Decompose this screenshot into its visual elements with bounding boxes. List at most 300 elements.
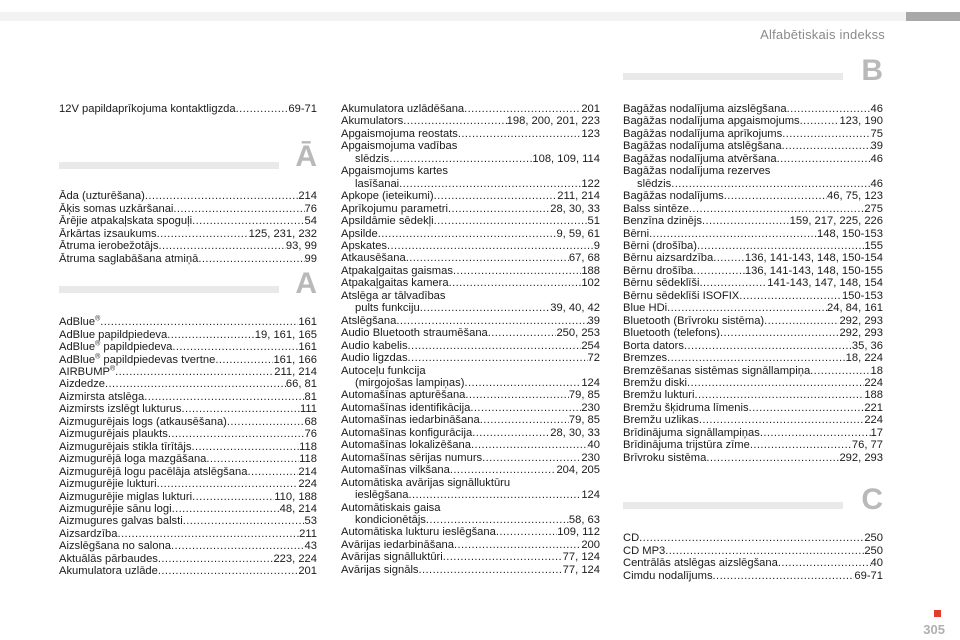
index-entry [59, 366, 317, 378]
index-entry [59, 478, 317, 490]
index-entry [341, 564, 600, 576]
index-entry [59, 528, 317, 540]
entry-term: Bērni (drošība) [623, 239, 697, 252]
entry-term: CD [623, 532, 640, 545]
entry-pages: 81 [304, 390, 317, 403]
section-header-a-macron [59, 115, 317, 190]
entry-pages: 122 [581, 177, 600, 190]
index-entry [59, 428, 317, 440]
index-entry [341, 340, 600, 352]
index-entry [341, 115, 600, 127]
index-entry [341, 414, 600, 426]
entry-term: Bērnu sēdeklīši [623, 277, 700, 290]
index-entry [59, 503, 317, 515]
entry-term: Aizmirsts izslēgt lukturus [59, 403, 182, 416]
entry-term: Aizmugurējais plaukts [59, 428, 168, 441]
index-entry [623, 252, 883, 264]
entry-pages: 28, 30, 33 [550, 202, 600, 215]
entry-term: Āda (uzturēšana) [59, 190, 145, 203]
entry-pages: 136, 141-143, 148, 150-155 [744, 264, 883, 277]
index-entry [623, 153, 883, 165]
entry-pages: 18, 224 [845, 352, 883, 365]
entry-pages: 155 [864, 239, 883, 252]
entry-pages: 46 [870, 103, 883, 115]
entry-term: Aizmugurējā loga mazgāšana [59, 453, 207, 466]
entry-pages: 108, 109, 114 [532, 152, 600, 165]
entry-pages: 254 [581, 339, 600, 352]
entry-pages: 110, 188 [274, 490, 317, 503]
entry-pages: 43 [304, 540, 317, 553]
entry-term: 12V papildaprīkojuma kontaktligzda [59, 103, 236, 115]
entry-term: Automašīnas lokalizēšana [341, 439, 471, 452]
entry-pages: 223, 224 [273, 552, 317, 565]
entry-pages: 66, 81 [285, 378, 317, 391]
a-entries [59, 316, 317, 578]
entry-pages: 102 [581, 277, 600, 290]
entry-pages: 76, 77 [851, 439, 883, 452]
entry-term: Aprīkojumu parametri [341, 202, 448, 215]
entry-pages: 125, 231, 232 [248, 227, 317, 240]
entry-pages: 124 [581, 489, 600, 502]
index-entry [341, 277, 600, 289]
index-entry [623, 103, 883, 115]
entry-term: Aizsardzība [59, 527, 118, 540]
entry-pages: 188 [581, 264, 600, 277]
entry-pages: 79, 85 [568, 414, 600, 427]
entry-term: Aizmugurējie sānu logi [59, 502, 172, 515]
entry-term: Aizmugurējais stikla tīrītājs [59, 440, 192, 453]
entry-term: Atpakaļgaitas gaismas [341, 264, 453, 277]
entry-pages: 123, 190 [839, 115, 883, 128]
entry-pages: 118 [299, 440, 317, 453]
entry-pages: 75 [870, 127, 883, 140]
entry-pages: 40 [870, 557, 883, 570]
index-entry [59, 190, 317, 202]
entry-term: Aizmirsta atslēga [59, 390, 145, 403]
index-entry [623, 389, 883, 401]
entry-term: Apgaismojuma reostats [341, 127, 458, 140]
entry-term: Aizslēgšana no salona [59, 540, 171, 553]
index-entry [59, 391, 317, 403]
section-letter: A [295, 267, 317, 301]
entry-pages: 46, 75, 123 [827, 190, 883, 203]
entry-term: Centrālās atslēgas aizslēgšana [623, 557, 778, 570]
entry-pages: 211, 214 [274, 365, 317, 378]
index-entry [623, 439, 883, 451]
index-entry [59, 316, 317, 328]
entry-term: Bagāžas nodalījums [623, 190, 724, 203]
entry-pages: 161 [298, 341, 317, 354]
entry-term: Aizmugures galvas balsti [59, 515, 183, 528]
index-entry [623, 265, 883, 277]
entry-pages: 79, 85 [568, 389, 600, 402]
index-entry [623, 228, 883, 240]
entry-term: Bluetooth (Brīvroku sistēma) [623, 314, 765, 327]
header-rule-accent [906, 12, 960, 21]
index-entry-continuation [341, 302, 600, 314]
index-entry [341, 389, 600, 401]
entry-pages: 230 [581, 401, 600, 414]
registered-mark: ® [95, 315, 101, 323]
index-entry [623, 115, 883, 127]
entry-term: Bagāžas nodalījuma aizslēgšana [623, 103, 787, 115]
entry-term: Bērnu drošība [623, 264, 694, 277]
index-entry-continuation [341, 514, 600, 526]
index-entry [341, 402, 600, 414]
entry-pages: 35, 36 [851, 339, 883, 352]
entry-pages: 9, 59, 61 [556, 227, 600, 240]
entry-term: Avārijas signālluktūri [341, 551, 443, 564]
index-entry [59, 378, 317, 390]
index-entry [59, 341, 317, 353]
entry-term: Automātiska lukturu ieslēgšana [341, 526, 496, 539]
entry-term: AdBlue [59, 341, 96, 354]
entry-term: Bērnu sēdeklīši ISOFIX [623, 289, 740, 302]
index-entry [623, 532, 883, 544]
entry-pages: 221 [864, 401, 883, 414]
index-entry-heading: Apgaismojums kartes [341, 165, 448, 178]
index-entry-heading: Automātiska avārijas signālluktūru [341, 476, 511, 489]
index-entry [623, 402, 883, 414]
index-entry [623, 414, 883, 426]
entry-term: Aizmugurējie miglas lukturi [59, 490, 193, 503]
entry-term: Apkope (ieteikumi) [341, 190, 434, 203]
entry-pages: 250 [864, 544, 883, 557]
entry-term: Bagāžas nodalījuma atvēršana [623, 152, 777, 165]
entry-pages: 292, 293 [839, 327, 883, 340]
entry-pages: 150-153 [841, 289, 883, 302]
entry-term: Avārijas signāls [341, 563, 419, 576]
index-entry [623, 557, 883, 569]
entry-term: Bremžu lukturi [623, 389, 695, 402]
index-entry [59, 203, 317, 215]
entry-term: Aizmugurējā logu pacēlāja atslēgšana [59, 465, 248, 478]
entry-term: Bremžu uzlikas [623, 414, 699, 427]
entry-pages: 99 [304, 252, 317, 265]
entry-term: Automašīnas iedarbināšana [341, 414, 480, 427]
index-entry [59, 354, 317, 366]
entry-pages: 67, 68 [568, 252, 600, 265]
page-header-title: Alfabētiskais indekss [760, 27, 885, 42]
entry-term: Automašīnas identifikācija [341, 401, 471, 414]
index-entry-continuation [341, 489, 600, 501]
index-entry [341, 327, 600, 339]
entry-pages: 46 [870, 177, 883, 190]
index-column-2 [341, 103, 600, 576]
registered-mark: ® [95, 352, 101, 360]
entry-pages: 159, 217, 225, 226 [789, 215, 883, 228]
index-entry-heading: Automātiskais gaisa [341, 501, 441, 514]
entry-term: Ātruma saglabāšana atmiņā [59, 252, 199, 265]
section-header-c [623, 464, 883, 532]
index-entry [623, 452, 883, 464]
entry-pages: 39 [587, 314, 600, 327]
entry-pages: 292, 293 [839, 451, 883, 464]
entry-pages: 292, 293 [839, 314, 883, 327]
entry-term: Apsilde [341, 227, 378, 240]
entry-term: Akumulators [341, 115, 404, 128]
entry-term: Bagāžas nodalījuma atslēgšana [623, 140, 782, 153]
index-entry [341, 551, 600, 563]
index-entry [623, 365, 883, 377]
entry-pages: 214 [298, 190, 317, 203]
entry-term: Automašīnas vilkšana [341, 464, 450, 477]
index-entry [341, 539, 600, 551]
index-entry [59, 416, 317, 428]
index-entry [341, 240, 600, 252]
index-entry [341, 526, 600, 538]
entry-term: Akumulatora uzlāde [59, 565, 158, 578]
index-entry [59, 215, 317, 227]
index-entry [623, 240, 883, 252]
entry-pages: 76 [304, 428, 317, 441]
entry-term: Atkausēšana [341, 252, 406, 265]
entry-term: ieslēgšana [355, 489, 409, 502]
index-entry-continuation [341, 178, 600, 190]
index-entry [341, 439, 600, 451]
index-entry [623, 327, 883, 339]
entry-pages: 77, 124 [562, 563, 600, 576]
index-entry [341, 203, 600, 215]
index-entry [623, 128, 883, 140]
entry-term: Atpakaļgaitas kamera [341, 277, 449, 290]
index-entry [623, 277, 883, 289]
entry-term: Automašīnas konfigurācija [341, 426, 473, 439]
index-entry-continuation [341, 153, 600, 165]
entry-term: AdBlue [59, 353, 96, 366]
entry-pages: 68 [304, 415, 317, 428]
c-entries [623, 532, 883, 582]
index-entry [623, 290, 883, 302]
entry-pages: 40 [587, 439, 600, 452]
entry-pages: 275 [864, 202, 883, 215]
entry-term: (mirgojošas lampiņas) [355, 376, 465, 389]
section-header-a [59, 265, 317, 316]
entry-term: Brīdinājuma trijstūra zīme [623, 439, 750, 452]
entry-pages: 224 [864, 414, 883, 427]
entry-term: Bremzēšanas sistēmas signāllampiņa [623, 364, 811, 377]
entry-pages: 77, 124 [562, 551, 600, 564]
index-entry [623, 203, 883, 215]
registered-mark: ® [95, 340, 101, 348]
entry-term: CD MP3 [623, 544, 666, 557]
entry-pages: 19, 161, 165 [254, 328, 317, 341]
entry-pages: 93, 99 [285, 240, 317, 253]
b-entries [623, 103, 883, 464]
index-entry-continuation [341, 377, 600, 389]
entry-term: Audio Bluetooth straumēšana [341, 327, 488, 340]
entry-pages: 28, 30, 33 [550, 426, 600, 439]
index-entry [59, 228, 317, 240]
entry-term: Automašīnas sērijas numurs [341, 451, 483, 464]
entry-term: Bērnu aizsardzība [623, 252, 714, 265]
entry-term: pults funkciju [355, 302, 420, 315]
index-entry [59, 403, 317, 415]
index-entry-continuation [623, 178, 883, 190]
entry-pages: 118 [299, 453, 317, 466]
entry-pages: 51 [587, 215, 600, 228]
entry-pages: 72 [587, 352, 600, 365]
index-entry [341, 252, 600, 264]
entry-term: Audio ligzdas [341, 352, 408, 365]
a-macron-entries [59, 190, 317, 265]
entry-pages: 148, 150-153 [817, 227, 883, 240]
entry-pages: 214 [298, 465, 317, 478]
index-entry [623, 545, 883, 557]
entry-term: kondicionētājs [355, 513, 426, 526]
index-column-1 [59, 103, 317, 578]
entry-pages: 48, 214 [279, 502, 317, 515]
index-entry [59, 540, 317, 552]
index-entry [623, 302, 883, 314]
entry-term: Bremžu šķidruma līmenis [623, 401, 749, 414]
index-entry-heading: Atslēga ar tālvadības [341, 289, 446, 302]
entry-pages: 9 [593, 239, 600, 252]
index-entry [623, 315, 883, 327]
entry-term: Bagāžas nodalījuma apgaismojums [623, 115, 800, 128]
entry-pages: 201 [298, 565, 317, 578]
entry-term: AdBlue [59, 316, 96, 329]
entry-pages: 123 [581, 127, 600, 140]
entry-pages: 58, 63 [568, 513, 600, 526]
entry-term: Aktuālās pārbaudes [59, 552, 158, 565]
index-entry [341, 228, 600, 240]
section-letter: Ā [295, 140, 317, 174]
entry-pages: 111 [299, 403, 317, 416]
entry-term: Akumulatora uzlādēšana [341, 103, 465, 115]
entry-pages: 39, 40, 42 [550, 302, 600, 315]
entry-term: Borta dators [623, 339, 684, 352]
entry-term: Automašīnas apturēšana [341, 389, 466, 402]
entry-term: lasīšanai [355, 177, 400, 190]
entry-term: Audio kabelis [341, 339, 408, 352]
entry-pages: 17 [870, 426, 883, 439]
entry-pages: 188 [864, 389, 883, 402]
entry-pages: 136, 141-143, 148, 150-154 [744, 252, 883, 265]
header-rule [0, 12, 906, 21]
entry-term: Aizmugurējais logs (atkausēšana) [59, 415, 227, 428]
index-entry-heading: Autoceļu funkcija [341, 364, 426, 377]
entry-pages: 141-143, 147, 148, 154 [767, 277, 883, 290]
entry-pages: 46 [870, 152, 883, 165]
entry-pages: 76 [304, 202, 317, 215]
entry-term: Avārijas iedarbināšana [341, 538, 454, 551]
index-entry [59, 103, 317, 115]
index-entry [623, 190, 883, 202]
entry-pages: 250, 253 [556, 327, 600, 340]
entry-pages: 211, 214 [557, 190, 600, 203]
entry-pages: 204, 205 [556, 464, 600, 477]
entry-term: Cimdu nodalījums [623, 569, 713, 582]
entry-term: Balss sintēze [623, 202, 689, 215]
page-number: 305 [923, 622, 945, 637]
entry-term: AIRBUMP [59, 365, 110, 378]
index-entry [341, 352, 600, 364]
entry-term: Bagāžas nodalījuma aprīkojums [623, 127, 783, 140]
entry-term-suffix: papildpiedeva [100, 341, 173, 354]
entry-pages: 54 [304, 215, 317, 228]
entry-pages: 224 [864, 376, 883, 389]
entry-term: Ārējie atpakaļskata spoguļi [59, 215, 193, 228]
entry-term-suffix: papildpiedevas tvertne [100, 353, 216, 366]
entry-pages: 224 [298, 478, 317, 491]
entry-pages: 198, 200, 201, 223 [506, 115, 600, 128]
index-entry [59, 515, 317, 527]
entry-term: AdBlue papildpiedeva [59, 328, 168, 341]
entry-pages: 18 [870, 364, 883, 377]
entry-pages: 200 [581, 538, 600, 551]
entry-term: Apskates [341, 239, 388, 252]
entry-term: Benzīna dzinējs [623, 215, 702, 228]
index-entry [623, 377, 883, 389]
entry-pages: 69-71 [854, 569, 883, 582]
index-entry-heading: Apgaismojuma vadības [341, 140, 458, 153]
index-entry [341, 315, 600, 327]
entry-term: Blue HDi [623, 302, 668, 315]
entry-term: Ārkārtas izsaukums [59, 227, 157, 240]
entry-pages: 109, 112 [557, 526, 600, 539]
entry-pages: 39 [870, 140, 883, 153]
entry-term: Bremzes [623, 352, 668, 365]
entry-pages: 124 [581, 376, 600, 389]
entry-term: Aizdedze [59, 378, 106, 391]
entry-pages: 161 [298, 316, 317, 329]
index-entry [341, 464, 600, 476]
index-entry [59, 453, 317, 465]
entry-term: Apsildāmie sēdekļi [341, 215, 434, 228]
index-entry [59, 441, 317, 453]
registered-mark: ® [109, 365, 116, 373]
section-letter: B [861, 54, 883, 87]
entry-pages: 53 [304, 515, 317, 528]
index-entry [623, 427, 883, 439]
entry-pages: 250 [864, 532, 883, 545]
section-header-b [623, 50, 883, 103]
entry-term: Āķis somas uzkāršanai [59, 202, 174, 215]
entry-term: Aizmugurējie lukturi [59, 478, 157, 491]
index-entry-heading: Bagāžas nodalījuma rezerves [623, 165, 771, 178]
section-letter: C [861, 483, 883, 517]
index-entry [623, 140, 883, 152]
index-entry [59, 565, 317, 577]
index-entry [59, 253, 317, 265]
entry-pages: 211 [299, 527, 317, 540]
index-entry [341, 190, 600, 202]
index-entry [341, 452, 600, 464]
entry-term: Brīdinājuma signāllampiņas [623, 426, 760, 439]
index-entry [59, 491, 317, 503]
corner-marker [934, 610, 941, 617]
index-entry [59, 240, 317, 252]
entry-term: slēdzis [355, 152, 390, 165]
entry-term: Bremžu diski [623, 376, 688, 389]
index-entry [341, 265, 600, 277]
entry-term: Bluetooth (telefons) [623, 327, 721, 340]
entry-term: slēdzis [637, 177, 672, 190]
index-entry [623, 340, 883, 352]
index-entry [341, 103, 600, 115]
entry-term: Bērni [623, 227, 650, 240]
index-entry [623, 352, 883, 364]
index-entry [341, 128, 600, 140]
index-entry [341, 215, 600, 227]
entry-term: Atslēgšana [341, 314, 397, 327]
entry-pages: 24, 84, 161 [827, 302, 883, 315]
entry-term: Brīvroku sistēma [623, 451, 707, 464]
entry-pages: 230 [581, 451, 600, 464]
index-entry [623, 215, 883, 227]
index-entry [623, 570, 883, 582]
